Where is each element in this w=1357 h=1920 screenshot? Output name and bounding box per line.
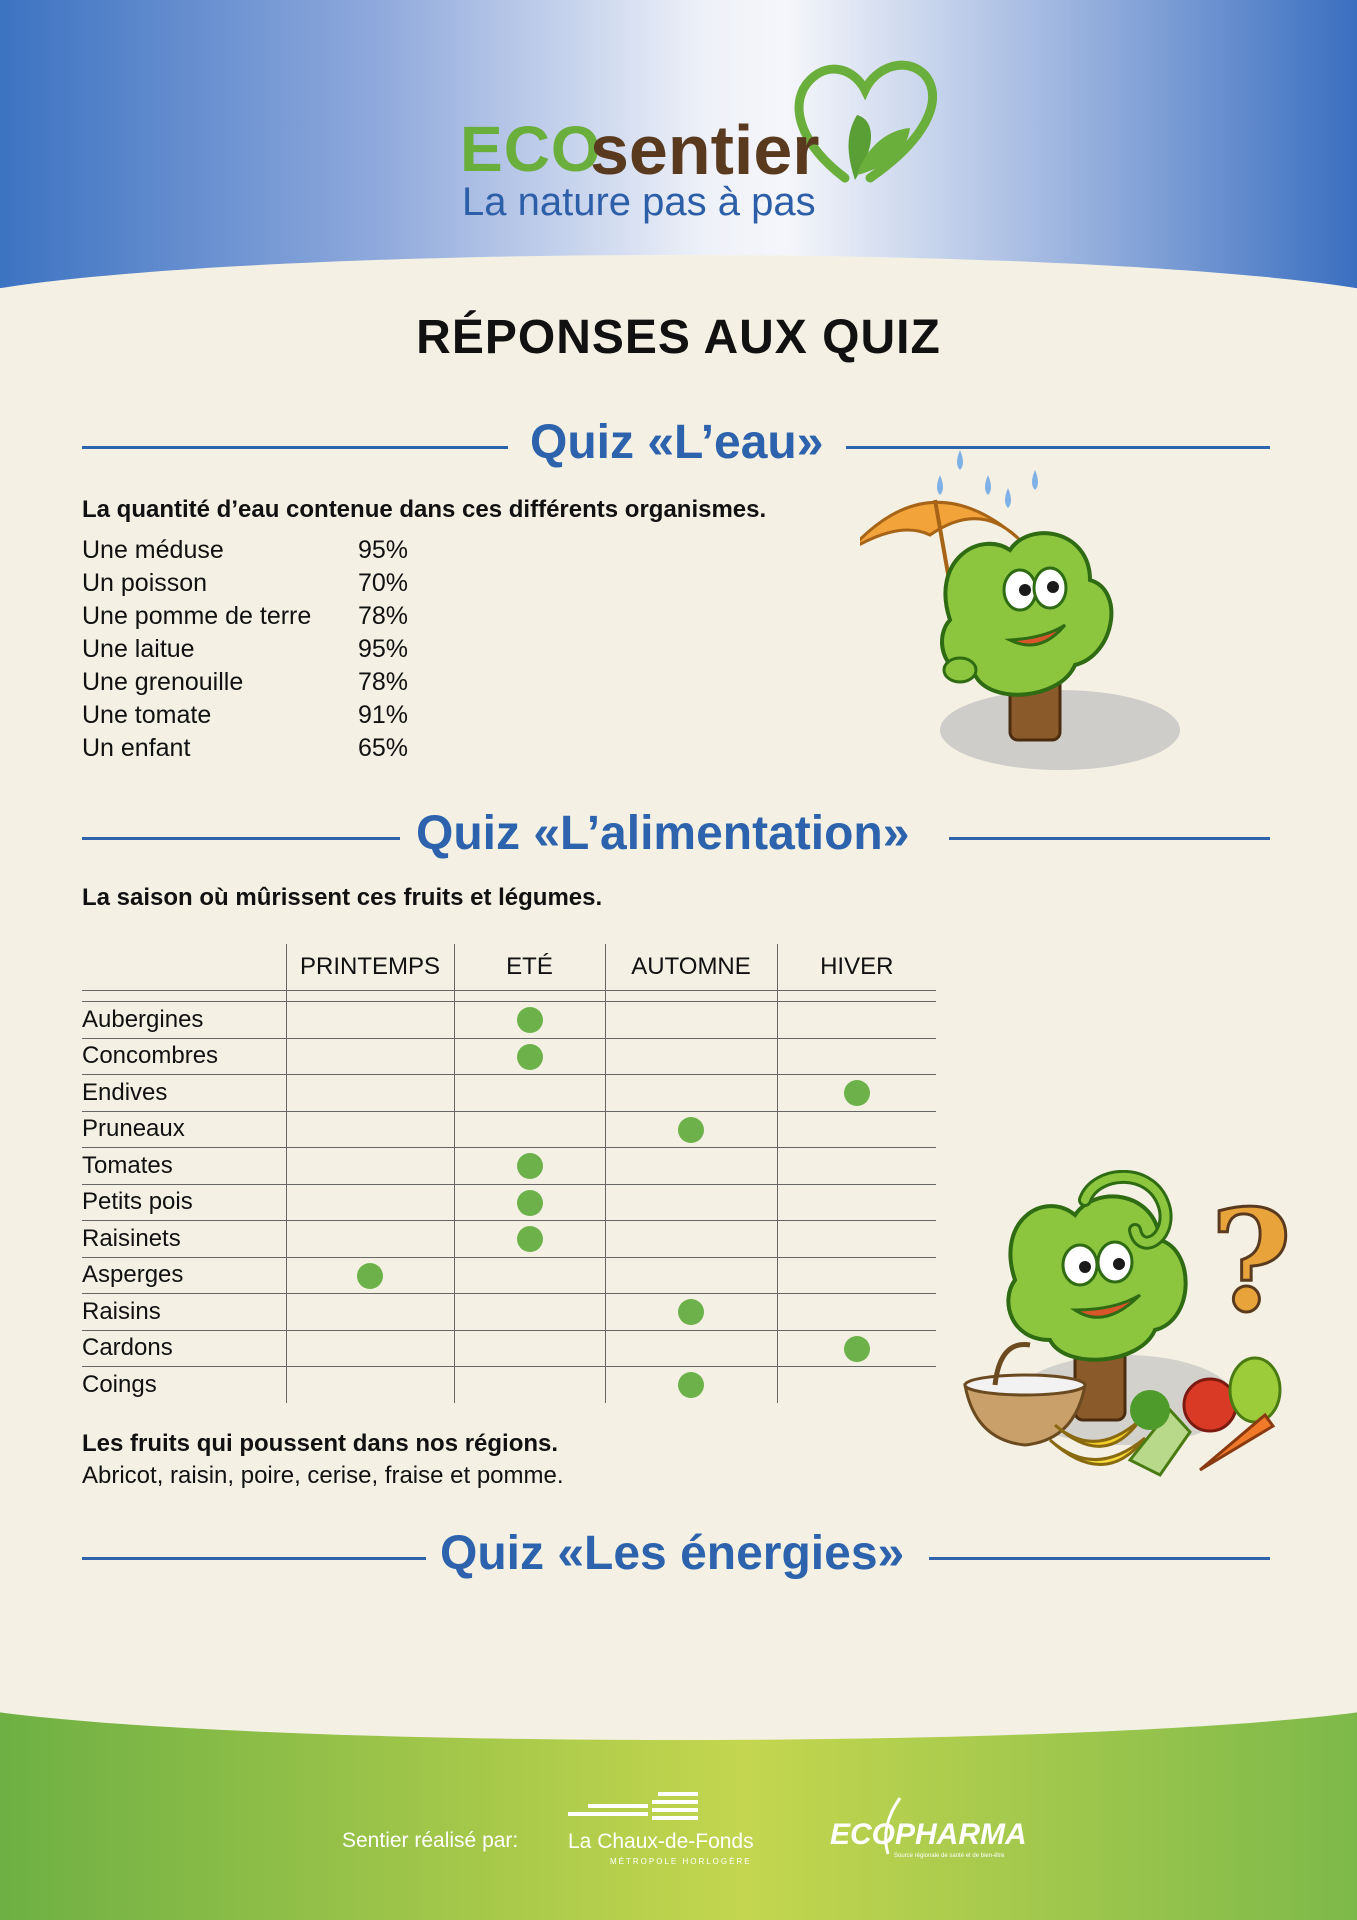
organism-name: Un poisson xyxy=(82,569,208,597)
season-cell xyxy=(454,1330,605,1367)
water-percent: 78% xyxy=(358,602,409,630)
chaux-de-fonds-logo-icon xyxy=(568,1790,708,1826)
produce-name: Cardons xyxy=(82,1330,286,1367)
list-item xyxy=(82,567,408,600)
svg-text:?: ? xyxy=(1210,1180,1293,1344)
season-cell xyxy=(286,1148,454,1185)
produce-name: Asperges xyxy=(82,1257,286,1294)
season-cell xyxy=(286,1221,454,1258)
organism-name: Une pomme de terre xyxy=(82,602,312,630)
produce-name: Petits pois xyxy=(82,1184,286,1221)
season-dot-icon xyxy=(517,1190,543,1216)
table-row xyxy=(82,1330,936,1367)
season-cell xyxy=(605,1294,777,1331)
season-cell xyxy=(777,1184,936,1221)
table-row xyxy=(82,1257,936,1294)
season-dot-icon xyxy=(517,1226,543,1252)
season-dot-icon xyxy=(678,1299,704,1325)
list-item xyxy=(82,666,408,699)
season-cell xyxy=(777,1294,936,1331)
season-cell xyxy=(605,1002,777,1039)
season-cell xyxy=(286,1367,454,1403)
quiz-food-title: Quiz «L’alimentation» xyxy=(416,807,910,860)
produce-name: Raisins xyxy=(82,1294,286,1331)
table-header-row xyxy=(82,944,936,991)
season-cell xyxy=(605,1148,777,1185)
section-divider-left xyxy=(82,1557,426,1560)
season-cell xyxy=(777,1148,936,1185)
water-percent: 95% xyxy=(358,536,409,564)
water-percent: 65% xyxy=(358,734,409,762)
produce-name: Concombres xyxy=(82,1038,286,1075)
season-cell xyxy=(454,1038,605,1075)
season-cell xyxy=(286,1075,454,1112)
section-divider-left xyxy=(82,837,400,840)
produce-name: Raisinets xyxy=(82,1221,286,1258)
season-cell xyxy=(286,1111,454,1148)
local-fruits-title: Les fruits qui poussent dans nos régions. xyxy=(82,1430,559,1457)
quiz-energy-title: Quiz «Les énergies» xyxy=(440,1527,905,1580)
season-cell xyxy=(454,1148,605,1185)
season-cell xyxy=(286,1257,454,1294)
season-dot-icon xyxy=(844,1336,870,1362)
season-cell xyxy=(605,1184,777,1221)
produce-name: Coings xyxy=(82,1367,286,1403)
season-dot-icon xyxy=(517,1044,543,1070)
logo-eco: ECO xyxy=(460,113,602,185)
season-dot-icon xyxy=(678,1117,704,1143)
section-divider-right xyxy=(949,837,1270,840)
partner-ecopharma: ECOPHARMA xyxy=(830,1818,1027,1851)
season-dot-icon xyxy=(517,1007,543,1033)
season-cell xyxy=(605,1221,777,1258)
season-cell xyxy=(777,1221,936,1258)
season-cell xyxy=(454,1221,605,1258)
header-season: ETÉ xyxy=(454,944,605,991)
season-cell xyxy=(777,1367,936,1403)
quiz-water-title: Quiz «L’eau» xyxy=(530,416,824,469)
footer-label: Sentier réalisé par: xyxy=(342,1829,519,1852)
season-cell xyxy=(454,1111,605,1148)
header-season: HIVER xyxy=(777,944,936,991)
section-divider-left xyxy=(82,446,508,449)
season-cell xyxy=(605,1330,777,1367)
season-cell xyxy=(777,1111,936,1148)
organism-name: Une tomate xyxy=(82,701,212,729)
logo-sentier: sentier xyxy=(590,111,820,189)
organism-name: Une laitue xyxy=(82,635,195,663)
season-cell xyxy=(454,1367,605,1403)
water-percent: 70% xyxy=(358,569,409,597)
table-row xyxy=(82,1294,936,1331)
tree-umbrella-illustration xyxy=(860,440,1190,780)
page-title: RÉPONSES AUX QUIZ xyxy=(416,311,941,364)
logo-tagline: La nature pas à pas xyxy=(462,180,816,224)
list-item xyxy=(82,699,408,732)
season-dot-icon xyxy=(517,1153,543,1179)
partner-ecopharma-subtitle: Source régionale de santé et de bien-être xyxy=(894,1853,1005,1859)
section-divider-right xyxy=(929,1557,1270,1560)
header-season: PRINTEMPS xyxy=(286,944,454,991)
produce-name: Aubergines xyxy=(82,1002,286,1039)
produce-name: Pruneaux xyxy=(82,1111,286,1148)
list-item xyxy=(82,732,408,765)
table-spacer xyxy=(82,991,936,1002)
table-row xyxy=(82,1111,936,1148)
header-blank xyxy=(82,944,286,991)
season-dot-icon xyxy=(678,1372,704,1398)
water-list xyxy=(82,534,408,765)
water-percent: 95% xyxy=(358,635,409,663)
table-row xyxy=(82,1148,936,1185)
local-fruits-text: Abricot, raisin, poire, cerise, fraise et pomme. xyxy=(82,1462,564,1489)
season-cell xyxy=(605,1257,777,1294)
quiz-water-subtitle: La quantité d’eau contenue dans ces différents organismes. xyxy=(82,496,767,523)
water-percent: 91% xyxy=(358,701,409,729)
quiz-food-subtitle: La saison où mûrissent ces fruits et légumes. xyxy=(82,884,603,911)
season-cell xyxy=(605,1111,777,1148)
footer-curve xyxy=(0,1600,1357,1740)
water-percent: 78% xyxy=(358,668,409,696)
season-cell xyxy=(286,1002,454,1039)
season-cell xyxy=(454,1075,605,1112)
season-cell xyxy=(777,1330,936,1367)
season-cell xyxy=(454,1002,605,1039)
list-item xyxy=(82,633,408,666)
list-item xyxy=(82,600,408,633)
produce-name: Tomates xyxy=(82,1148,286,1185)
season-dot-icon xyxy=(357,1263,383,1289)
season-cell xyxy=(286,1038,454,1075)
organism-name: Un enfant xyxy=(82,734,191,762)
organism-name: Une grenouille xyxy=(82,668,244,696)
season-cell xyxy=(777,1002,936,1039)
partner-chaux-de-fonds: La Chaux-de-Fonds xyxy=(568,1830,754,1853)
tree-basket-illustration xyxy=(955,1170,1305,1510)
table-row xyxy=(82,1367,936,1403)
table-row xyxy=(82,1221,936,1258)
season-cell xyxy=(286,1294,454,1331)
season-table xyxy=(82,944,936,1403)
partner-chaux-de-fonds-subtitle: MÉTROPOLE HORLOGÈRE xyxy=(610,1857,752,1866)
season-dot-icon xyxy=(844,1080,870,1106)
season-cell xyxy=(777,1257,936,1294)
season-cell xyxy=(454,1184,605,1221)
table-row xyxy=(82,1002,936,1039)
season-cell xyxy=(605,1367,777,1403)
organism-name: Une méduse xyxy=(82,536,224,564)
season-cell xyxy=(286,1330,454,1367)
season-cell xyxy=(605,1038,777,1075)
header-season: AUTOMNE xyxy=(605,944,777,991)
table-row xyxy=(82,1184,936,1221)
season-cell xyxy=(454,1294,605,1331)
season-cell xyxy=(454,1257,605,1294)
list-item xyxy=(82,534,408,567)
table-row xyxy=(82,1038,936,1075)
table-row xyxy=(82,1075,936,1112)
season-cell xyxy=(605,1075,777,1112)
season-cell xyxy=(286,1184,454,1221)
season-cell xyxy=(777,1038,936,1075)
season-body xyxy=(82,1002,936,1403)
season-cell xyxy=(777,1075,936,1112)
produce-name: Endives xyxy=(82,1075,286,1112)
